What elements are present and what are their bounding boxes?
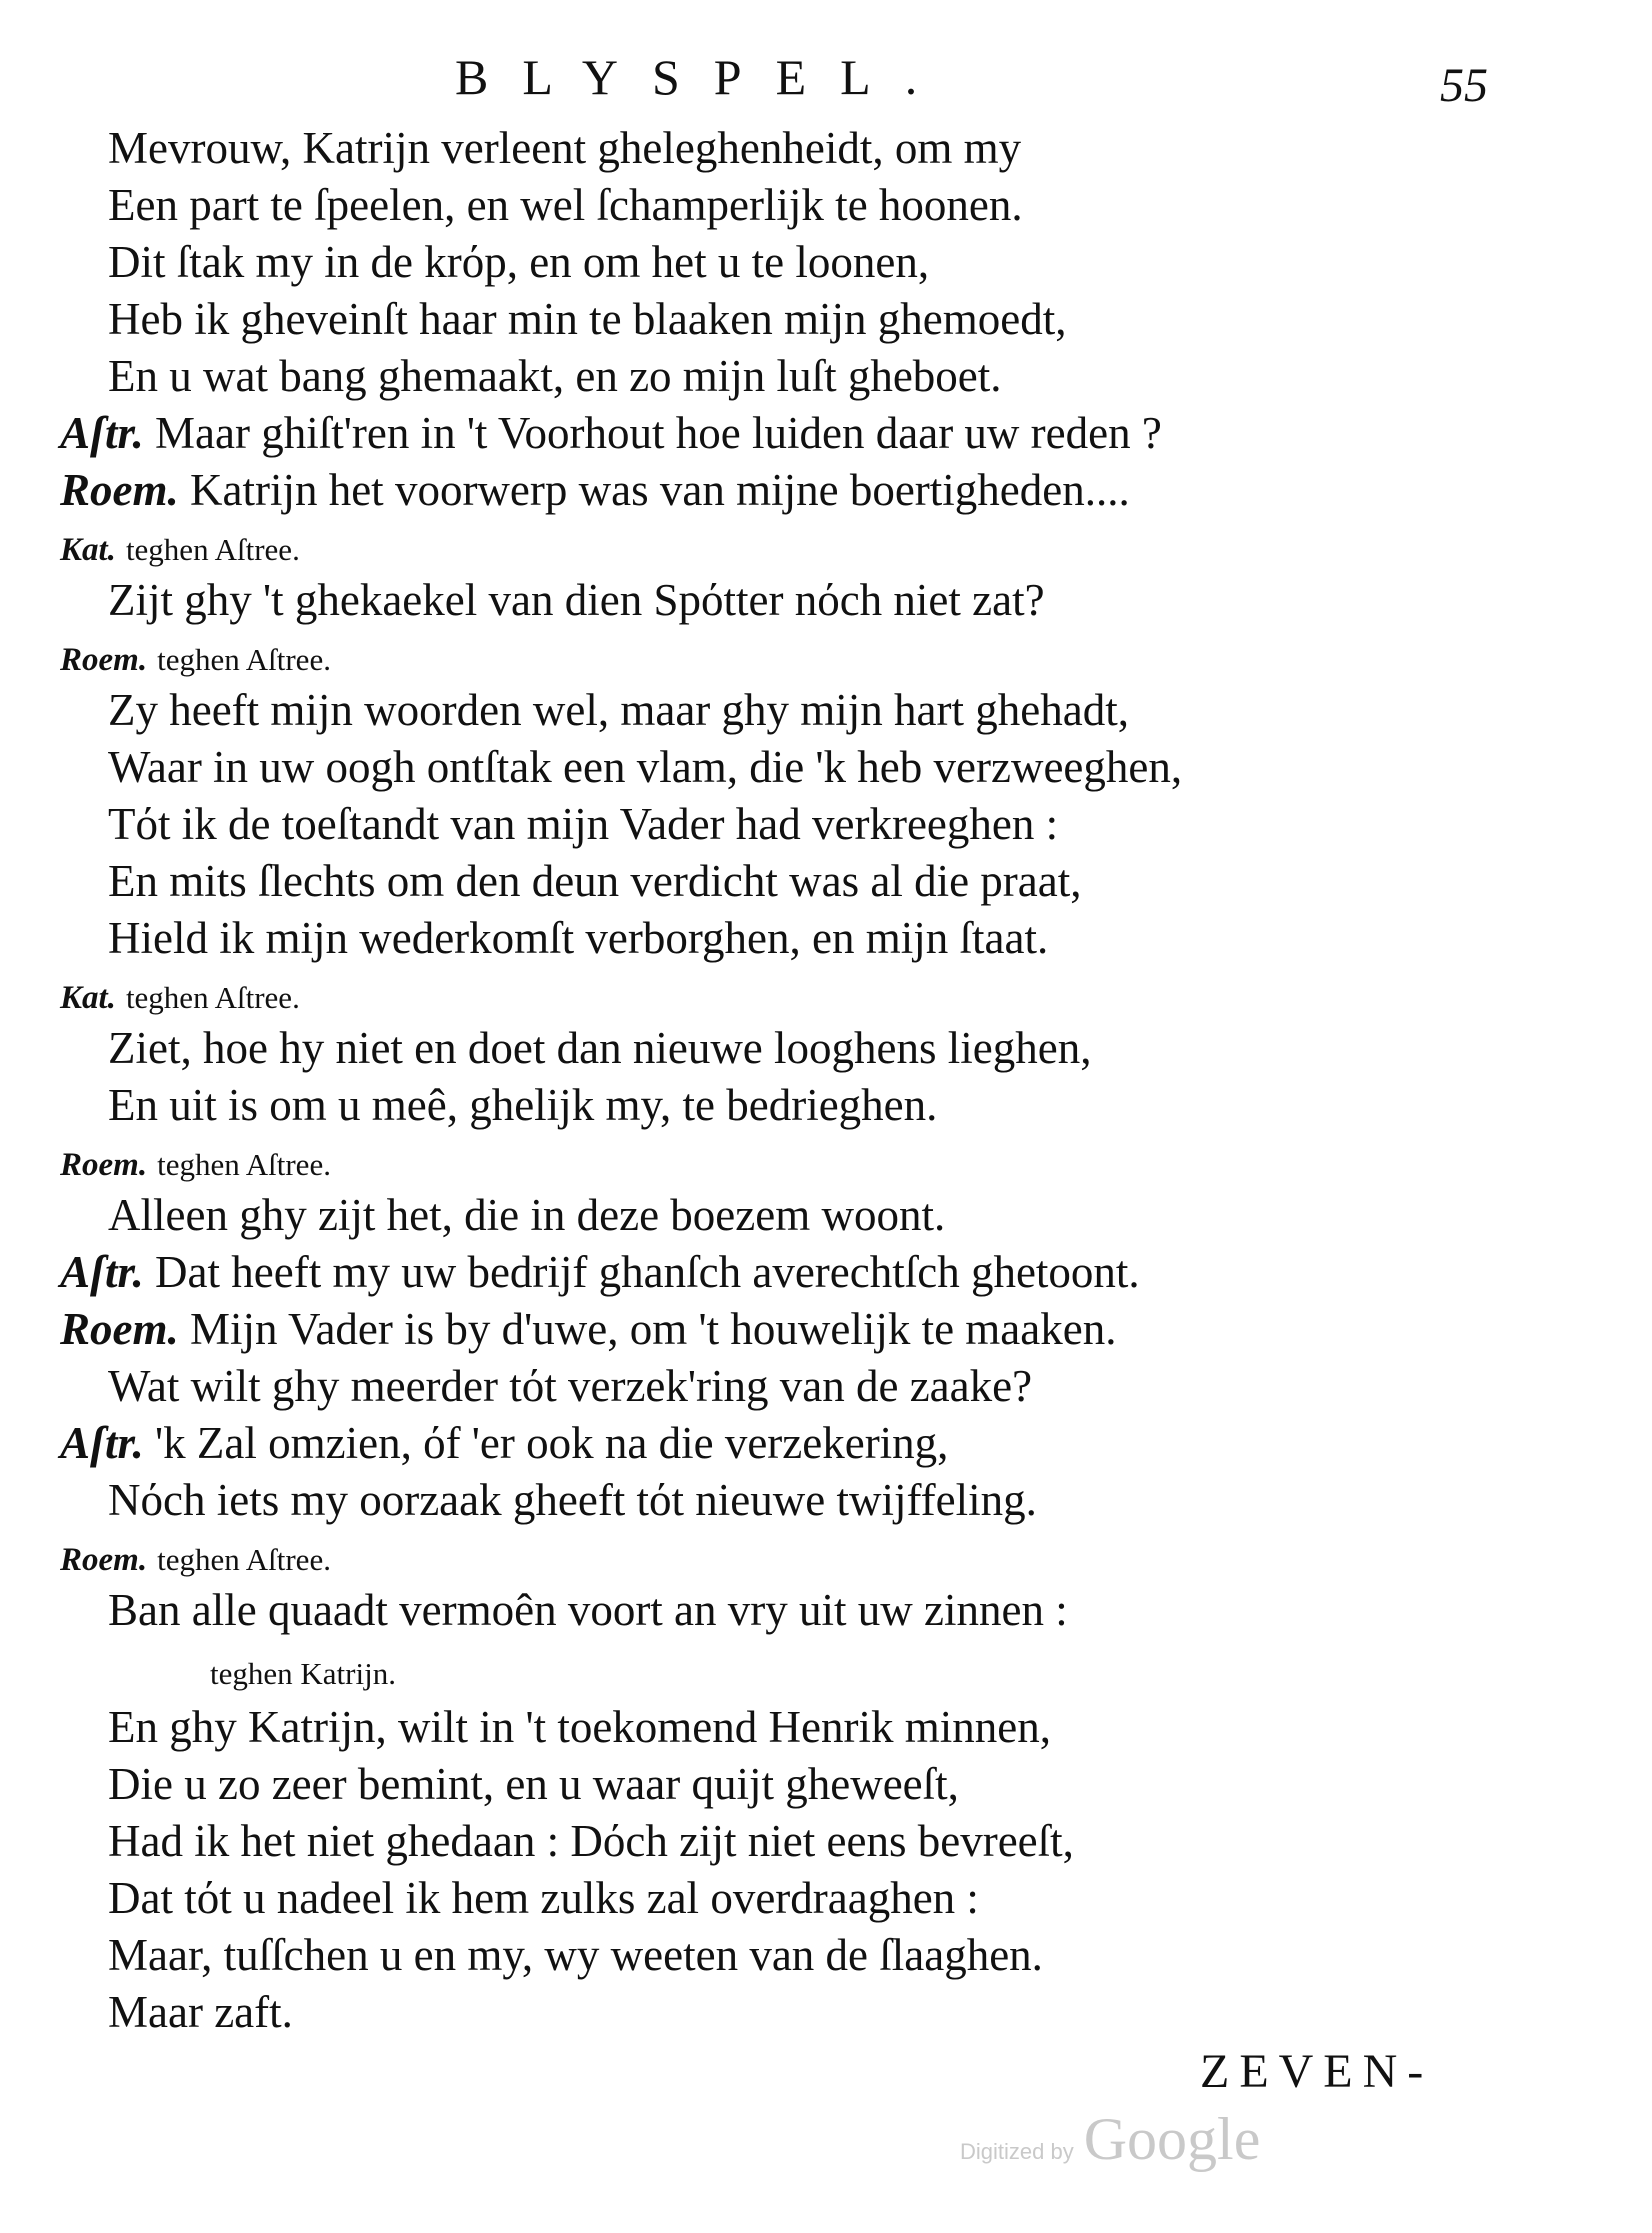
verse-line: Ban alle quaadt vermoên voort an vry uit uw zinnen : — [108, 1585, 1068, 1635]
speech-line: Aſtr. 'k Zal omzien, όf 'er ook na die verzekering, — [60, 1418, 949, 1468]
google-logo: Google — [1083, 2106, 1261, 2172]
speaker-label: Roem. — [60, 465, 179, 515]
page-header — [0, 48, 1652, 112]
speaker-cue — [60, 967, 1460, 1020]
verse-line: Wat wilt ghy meerder tόt verzek'ring van de zaake? — [108, 1361, 1033, 1411]
speaker-cue — [60, 1529, 1460, 1582]
verse-line: Hield ik mijn wederkomſt verborghen, en mijn ſtaat. — [108, 913, 1049, 963]
stage-direction: teghen Katrijn. — [210, 1656, 396, 1691]
catchword: ZEVEN- — [1200, 2045, 1434, 2098]
verse-line: Zy heeft mijn woorden wel, maar ghy mijn hart ghehadt, — [108, 685, 1129, 735]
speaker-label: Roem. — [60, 642, 148, 678]
verse-line: Maar, tuſſchen u en my, wy weeten van de ſlaaghen. — [108, 1930, 1043, 1980]
verse-line: Tόt ik de toeſtandt van mijn Vader had verkreeghen : — [108, 799, 1059, 849]
stage-direction: teghen Aſtree. — [125, 980, 300, 1015]
speaker-cue — [60, 519, 1460, 572]
stage-direction: teghen Aſtree. — [157, 642, 331, 677]
verse-line: En uit is om u meê, ghelijk my, te bedrieghen. — [108, 1080, 938, 1130]
speaker-label: Aſtr. — [60, 1247, 144, 1297]
stage-direction-line — [60, 1639, 1460, 1699]
verse-line: Waar in uw oogh ontſtak een vlam, die 'k heb verzweeghen, — [108, 742, 1183, 792]
speaker-label: Roem. — [60, 1304, 179, 1354]
verse-line: Nόch iets my oorzaak gheeft tόt nieuwe twijffeling. — [108, 1475, 1037, 1525]
play-text — [60, 120, 1460, 2041]
verse-line: Die u zo zeer bemint, en u waar quijt gheweeſt, — [108, 1759, 959, 1809]
verse-line: Had ik het niet ghedaan : Dόch zijt niet eens bevreeſt, — [108, 1816, 1074, 1866]
speaker-label: Kat. — [60, 980, 116, 1016]
stage-direction: teghen Aſtree. — [157, 1542, 331, 1577]
verse-line: En ghy Katrijn, wilt in 't toekomend Henrik minnen, — [108, 1702, 1051, 1752]
speaker-label: Aſtr. — [60, 408, 144, 458]
verse-line: Mevrouw, Katrijn verleent gheleghenheidt, om my — [108, 123, 1022, 173]
speaker-label: Roem. — [60, 1542, 148, 1578]
verse-line: Dat tόt u nadeel ik hem zulks zal overdraaghen : — [108, 1873, 979, 1923]
digitized-watermark — [960, 2105, 1260, 2174]
verse-line: Maar zaft. — [108, 1987, 293, 2037]
speaker-label: Kat. — [60, 532, 116, 568]
verse-line: Ziet, hoe hy niet en doet dan nieuwe looghens lieghen, — [108, 1023, 1092, 1073]
stage-direction: teghen Aſtree. — [125, 532, 300, 567]
verse-line: En u wat bang ghemaakt, en zo mijn luſt gheboet. — [108, 351, 1002, 401]
speaker-cue — [60, 1134, 1460, 1187]
speech-line: Roem. Katrijn het voorwerp was van mijne boertigheden.... — [60, 465, 1130, 515]
verse-line: Een part te ſpeelen, en wel ſchamperlijk te hoonen. — [108, 180, 1023, 230]
speaker-cue — [60, 629, 1460, 682]
stage-direction: teghen Aſtree. — [157, 1147, 331, 1182]
verse-line: Alleen ghy zijt het, die in deze boezem woont. — [108, 1190, 946, 1240]
speaker-label: Aſtr. — [60, 1418, 144, 1468]
digitized-by-label: Digitized by — [960, 2139, 1074, 2164]
page-number: 55 — [1440, 59, 1488, 112]
verse-line: En mits ſlechts om den deun verdicht was al die praat, — [108, 856, 1082, 906]
running-title: BLYSPEL. — [455, 49, 952, 105]
verse-line: Dit ſtak my in de krόp, en om het u te loonen, — [108, 237, 930, 287]
verse-line: Heb ik gheveinſt haar min te blaaken mijn ghemoedt, — [108, 294, 1067, 344]
verse-line: Zijt ghy 't ghekaekel van dien Spόtter nόch niet zat? — [108, 575, 1045, 625]
speech-line: Aſtr. Maar ghiſt'ren in 't Voorhout hoe luiden daar uw reden ? — [60, 408, 1162, 458]
speech-line: Roem. Mijn Vader is by d'uwe, om 't houwelijk te maaken. — [60, 1304, 1117, 1354]
speaker-label: Roem. — [60, 1147, 148, 1183]
speech-line: Aſtr. Dat heeft my uw bedrijf ghanſch averechtſch ghetoont. — [60, 1247, 1140, 1297]
